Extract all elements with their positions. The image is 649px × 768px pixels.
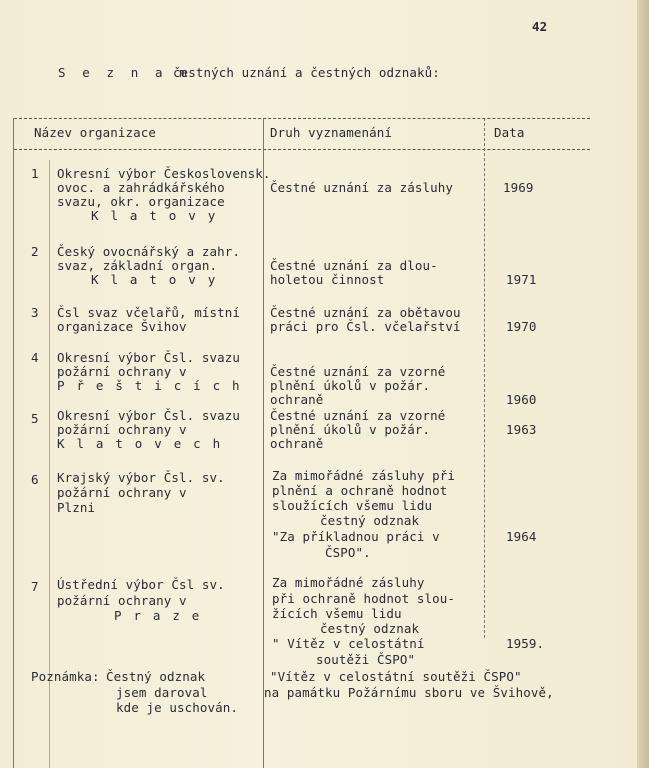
- note-line: na památku Požárnímu sboru ve Švihově,: [264, 685, 554, 700]
- row-name-line: Okresní výbor Čsl. svazu: [57, 408, 241, 423]
- row-award-line: Čestné uznání za vzorné: [270, 408, 446, 423]
- row-award-line: plnění úkolů v požár.: [270, 378, 431, 393]
- row-number: 5: [31, 411, 39, 426]
- row-date: 1970: [506, 319, 537, 334]
- row-award-line: sloužících všemu lidu: [272, 498, 433, 513]
- row-award-line: Čestné uznání za obětavou: [270, 305, 461, 320]
- row-name-line: ovoc. a zahrádkářského: [57, 180, 225, 195]
- column-divider-2: [484, 118, 485, 638]
- row-award-line: ČSPO".: [325, 545, 371, 560]
- row-number: 7: [31, 579, 39, 594]
- table-left-border: [13, 118, 14, 768]
- page-number: 42: [532, 19, 548, 34]
- row-award-line: plnění úkolů v požár.: [270, 422, 431, 437]
- header-bottom-rule: [14, 149, 590, 150]
- row-name-line: P r a z e: [114, 608, 202, 623]
- row-date: 1959.: [506, 636, 545, 651]
- row-date: 1960: [506, 392, 537, 407]
- page-edge: [637, 0, 649, 768]
- row-award-line: ochraně: [270, 392, 324, 407]
- column-divider-1: [263, 118, 264, 768]
- row-name-line: svaz, základní organ.: [57, 258, 218, 273]
- row-name-line: Čsl svaz včelařů, místní: [57, 305, 241, 320]
- title-spaced: S e z n a m: [58, 65, 192, 80]
- row-name-line: požární ochrany v: [57, 422, 187, 437]
- row-award-line: Čestné uznání za vzorné: [270, 364, 446, 379]
- row-award-line: "Za příkladnou práci v: [272, 529, 440, 544]
- row-name-line: K l a t o v e c h: [57, 436, 223, 451]
- note-line: jsem daroval: [116, 685, 208, 700]
- row-award-line: při ochraně hodnot slou-: [272, 591, 456, 606]
- row-name-line: Okresní výbor Československ.: [57, 166, 271, 181]
- note-label: Poznámka:: [31, 669, 100, 684]
- note-line: kde je uschován.: [116, 700, 239, 715]
- row-name-line: Krajský výbor Čsl. sv.: [57, 470, 225, 485]
- row-award-line: práci pro Čsl. včelařství: [270, 319, 461, 334]
- row-name-line: P ř e š t i c í c h: [57, 378, 242, 393]
- row-date: 1964: [506, 529, 537, 544]
- row-award-line: Čestné uznání za zásluhy: [270, 180, 454, 195]
- row-name-line: K l a t o v y: [91, 208, 218, 223]
- note-line: Čestný odznak: [106, 669, 206, 684]
- row-name-line: Okresní výbor Čsl. svazu: [57, 350, 241, 365]
- row-name-line: svazu, okr. organizace: [57, 194, 225, 209]
- row-name-line: požární ochrany v: [57, 485, 187, 500]
- row-award-line: ochraně: [270, 436, 324, 451]
- row-number: 4: [31, 350, 39, 365]
- row-award-line: Za mimořádné zásluhy při: [272, 468, 456, 483]
- row-date: 1963: [506, 422, 537, 437]
- row-number: 2: [31, 244, 39, 259]
- row-date: 1969: [503, 180, 534, 195]
- row-award-line: holetou činnost: [270, 272, 385, 287]
- row-award-line: čestný odznak: [320, 513, 420, 528]
- row-name-line: Český ovocnářský a zahr.: [57, 244, 241, 259]
- row-name-line: Plzni: [57, 500, 96, 515]
- row-award-line: žících všemu lidu: [272, 606, 402, 621]
- row-name-line: požární ochrany v: [57, 364, 187, 379]
- row-name-line: Ústřední výbor Čsl sv.: [57, 577, 225, 592]
- header-name: Název organizace: [34, 125, 157, 140]
- row-award-line: " Vítěz v celostátní: [272, 636, 425, 651]
- row-number: 1: [31, 166, 39, 181]
- row-name-line: K l a t o v y: [91, 272, 218, 287]
- row-award-line: Čestné uznání za dlou-: [270, 258, 438, 273]
- row-name-line: požární ochrany v: [57, 593, 187, 608]
- row-award-line: soutěži ČSPO": [316, 652, 416, 667]
- row-award-line: Za mimořádné zásluhy: [272, 575, 425, 590]
- row-number: 6: [31, 472, 39, 487]
- header-award: Druh vyznamenání: [270, 125, 393, 140]
- title-rest: čestných uznání a čestných odznaků:: [173, 65, 440, 80]
- row-award-line: čestný odznak: [320, 621, 420, 636]
- row-number: 3: [31, 305, 39, 320]
- row-name-line: organizace Švihov: [57, 319, 187, 334]
- row-award-line: plnění a ochraně hodnot: [272, 483, 448, 498]
- header-date: Data: [494, 125, 525, 140]
- note-line: "Vítěz v celostátní soutěži ČSPO": [270, 669, 522, 684]
- row-date: 1971: [506, 272, 537, 287]
- table-top-rule: [14, 118, 590, 119]
